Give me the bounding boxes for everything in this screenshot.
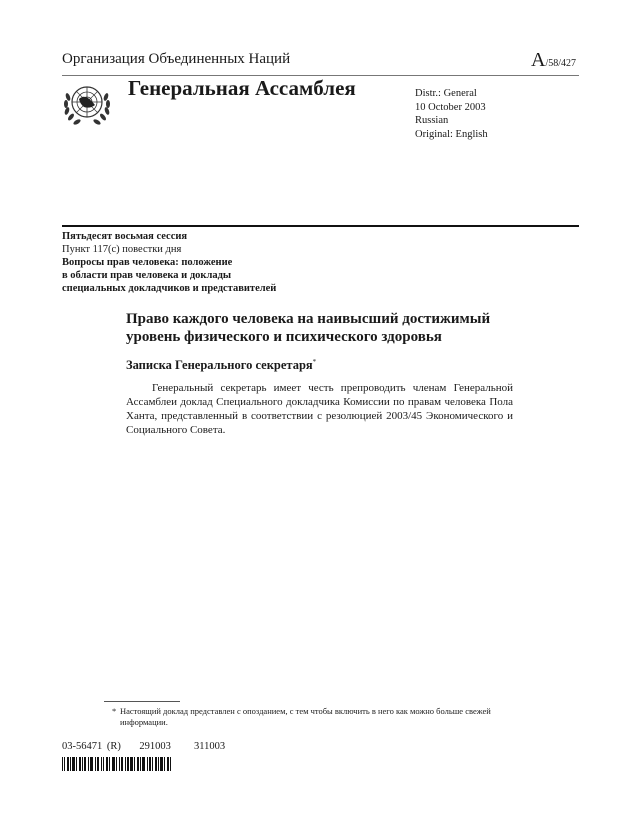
- footnote-text: Настоящий доклад представлен с опозданием, с тем чтобы включить в него как можно больше свежей информации.: [120, 706, 491, 727]
- topic-line-2: в области прав человека и доклады: [62, 270, 232, 281]
- original-language: Original: English: [415, 128, 488, 140]
- title-line-1: Право каждого человека на наивысший достижимый: [126, 311, 491, 327]
- symbol-suffix: /58/427: [545, 58, 577, 69]
- note-title-text: Записка Генерального секретаря: [126, 358, 313, 373]
- document-symbol: [531, 49, 576, 72]
- topic-line-1: Вопросы прав человека: положение: [62, 257, 233, 268]
- document-language: Russian: [415, 115, 449, 126]
- session-rule: [62, 225, 579, 227]
- barcode-icon: [62, 757, 172, 771]
- agenda-item: Пункт 117(c) повестки дня: [62, 244, 182, 255]
- document-title: [126, 310, 490, 346]
- footnote-rule: [104, 701, 180, 702]
- un-emblem-icon: [62, 79, 112, 129]
- body-paragraph: Генеральный секретарь имеет честь препроводить членам Генеральной Ассамблеи доклад Специального докладчика Комиссии по правам человека Пола Ханта, представленный в соответствии с резолюцией 2003/45 Экономического и Социального Совета.: [126, 382, 513, 436]
- job-number: 03-56471 (R): [62, 741, 121, 752]
- footnote: [112, 706, 510, 728]
- symbol-prefix: A: [531, 49, 546, 71]
- session-block: [62, 230, 276, 295]
- distribution-block: [415, 87, 488, 141]
- session-name: Пятьдесят восьмая сессия: [62, 231, 188, 242]
- footnote-marker: *: [312, 358, 317, 366]
- job-number-line: [62, 741, 225, 752]
- note-title: [126, 358, 316, 373]
- organization-name: Организация Объединенных Наций: [62, 51, 291, 67]
- assembly-title: Генеральная Ассамблея: [128, 76, 356, 100]
- topic-line-3: специальных докладчиков и представителей: [62, 283, 277, 294]
- document-date: 10 October 2003: [415, 101, 486, 113]
- distribution-type: Distr.: General: [415, 88, 477, 99]
- footer-date-1: 291003: [139, 741, 171, 752]
- title-line-2: уровень физического и психического здоровья: [126, 329, 442, 345]
- footnote-star: *: [112, 706, 117, 716]
- footer-date-2: 311003: [194, 741, 226, 752]
